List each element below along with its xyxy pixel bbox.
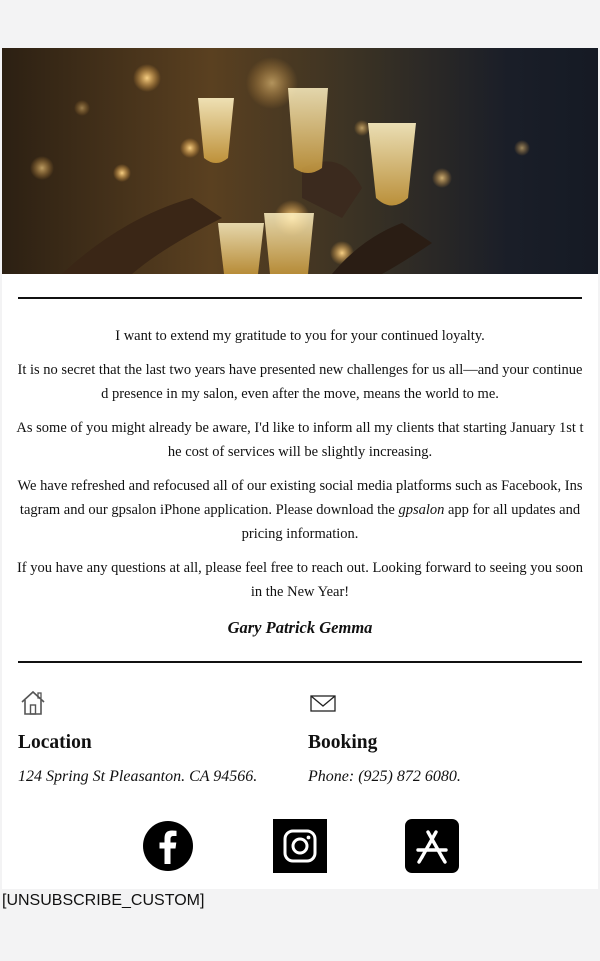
paragraph-4-text-after: app for all updates and pricing information. — [241, 502, 581, 542]
hero-image — [2, 48, 598, 274]
facebook-icon[interactable] — [139, 817, 197, 875]
signature: Gary Patrick Gemma — [227, 618, 373, 637]
unsubscribe-link[interactable]: [UNSUBSCRIBE_CUSTOM] — [2, 892, 205, 909]
booking-phone[interactable]: Phone: (925) 872 6080. — [308, 768, 461, 785]
app-name: gpsalon — [398, 502, 445, 518]
message-paragraph-1: I want to extend my gratitude to you for your continued loyalty. — [115, 328, 485, 344]
location-heading: Location — [18, 732, 92, 753]
home-icon — [18, 688, 48, 718]
message-paragraph-4 — [16, 474, 584, 546]
message-body — [16, 324, 584, 650]
email-card — [2, 48, 598, 889]
booking-heading: Booking — [308, 732, 378, 753]
envelope-icon — [308, 688, 338, 718]
top-divider — [18, 297, 582, 299]
location-address: 124 Spring St Pleasanton. CA 94566. — [18, 768, 258, 785]
instagram-icon[interactable] — [271, 817, 329, 875]
app-store-icon[interactable] — [403, 817, 461, 875]
message-paragraph-3: As some of you might already be aware, I'd like to inform all my clients that starting January 1st the cost of services will be slightly increasing. — [16, 420, 584, 460]
paragraph-4-text-before: We have refreshed and refocused all of our existing social media platforms such as Facebook, Instagram and our gpsalon iPhone application. Please download the — [17, 478, 583, 518]
message-paragraph-5: If you have any questions at all, please feel free to reach out. Looking forward to seeing you soon in the New Year! — [16, 560, 584, 600]
message-paragraph-2: It is no secret that the last two years have presented new challenges for us all—and your continued presence in my salon, even after the move, means the world to me. — [17, 362, 583, 402]
booking-block — [308, 688, 588, 788]
bottom-divider — [18, 661, 582, 663]
location-block — [18, 688, 298, 788]
